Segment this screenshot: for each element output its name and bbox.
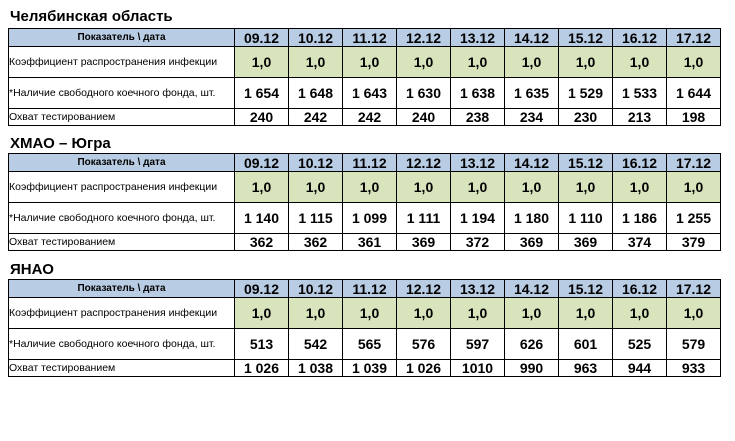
- value-cell: 361: [343, 234, 397, 251]
- value-cell: 626: [505, 329, 559, 360]
- row-label-cell: Охват тестированием: [9, 109, 235, 126]
- value-cell: 1,0: [505, 172, 559, 203]
- value-cell: 990: [505, 360, 559, 377]
- value-cell: 1 648: [289, 78, 343, 109]
- date-header-cell: 14.12: [505, 154, 559, 172]
- value-cell: 1 140: [235, 203, 289, 234]
- date-header-cell: 11.12: [343, 29, 397, 47]
- date-header-cell: 09.12: [235, 29, 289, 47]
- value-cell: 374: [613, 234, 667, 251]
- date-header-cell: 09.12: [235, 154, 289, 172]
- value-cell: 1,0: [559, 47, 613, 78]
- value-cell: 1 644: [667, 78, 721, 109]
- value-cell: 542: [289, 329, 343, 360]
- date-header-cell: 14.12: [505, 29, 559, 47]
- value-cell: 1,0: [343, 298, 397, 329]
- value-cell: 513: [235, 329, 289, 360]
- value-cell: 1 099: [343, 203, 397, 234]
- value-cell: 579: [667, 329, 721, 360]
- date-header-cell: 10.12: [289, 154, 343, 172]
- table-header-row: [9, 280, 721, 298]
- indicator-table: [8, 153, 721, 251]
- date-header-cell: 13.12: [451, 29, 505, 47]
- value-cell: 1,0: [343, 47, 397, 78]
- value-cell: 1 630: [397, 78, 451, 109]
- date-header-cell: 15.12: [559, 154, 613, 172]
- value-cell: 1,0: [559, 298, 613, 329]
- value-cell: 372: [451, 234, 505, 251]
- value-cell: 1,0: [505, 298, 559, 329]
- value-cell: 1,0: [235, 172, 289, 203]
- value-cell: 1 026: [397, 360, 451, 377]
- value-cell: 1,0: [289, 47, 343, 78]
- row-label-cell: Коэффициент распространения инфекции: [9, 298, 235, 329]
- value-cell: 597: [451, 329, 505, 360]
- value-cell: 369: [559, 234, 613, 251]
- value-cell: 1 194: [451, 203, 505, 234]
- value-cell: 1,0: [451, 47, 505, 78]
- value-cell: 213: [613, 109, 667, 126]
- value-cell: 1 038: [289, 360, 343, 377]
- value-cell: 240: [397, 109, 451, 126]
- value-cell: 576: [397, 329, 451, 360]
- date-header-cell: 17.12: [667, 154, 721, 172]
- value-cell: 1 255: [667, 203, 721, 234]
- value-cell: 565: [343, 329, 397, 360]
- row-label-cell: *Наличие свободного коечного фонда, шт.: [9, 78, 235, 109]
- date-header-cell: 11.12: [343, 280, 397, 298]
- value-cell: 198: [667, 109, 721, 126]
- value-cell: 1 039: [343, 360, 397, 377]
- value-cell: 1 180: [505, 203, 559, 234]
- date-header-cell: 17.12: [667, 29, 721, 47]
- table-row: [9, 203, 721, 234]
- value-cell: 1 654: [235, 78, 289, 109]
- value-cell: 1,0: [667, 47, 721, 78]
- date-header-cell: 15.12: [559, 280, 613, 298]
- value-cell: 240: [235, 109, 289, 126]
- header-label-cell: Показатель \ дата: [9, 29, 235, 47]
- value-cell: 1 533: [613, 78, 667, 109]
- date-header-cell: 10.12: [289, 280, 343, 298]
- value-cell: 1 635: [505, 78, 559, 109]
- date-header-cell: 12.12: [397, 154, 451, 172]
- value-cell: 601: [559, 329, 613, 360]
- date-header-cell: 16.12: [613, 154, 667, 172]
- value-cell: 1,0: [397, 172, 451, 203]
- value-cell: 1,0: [559, 172, 613, 203]
- value-cell: 242: [289, 109, 343, 126]
- region-title: ХМАО – Югра: [10, 135, 111, 152]
- value-cell: 379: [667, 234, 721, 251]
- date-header-cell: 12.12: [397, 29, 451, 47]
- table-row: [9, 234, 721, 251]
- table-row: [9, 78, 721, 109]
- table-header-row: [9, 154, 721, 172]
- value-cell: 1 186: [613, 203, 667, 234]
- row-label-cell: Коэффициент распространения инфекции: [9, 172, 235, 203]
- value-cell: 1 110: [559, 203, 613, 234]
- row-label-cell: *Наличие свободного коечного фонда, шт.: [9, 203, 235, 234]
- value-cell: 369: [505, 234, 559, 251]
- date-header-cell: 11.12: [343, 154, 397, 172]
- value-cell: 1 026: [235, 360, 289, 377]
- value-cell: 1,0: [397, 47, 451, 78]
- date-header-cell: 12.12: [397, 280, 451, 298]
- date-header-cell: 13.12: [451, 154, 505, 172]
- value-cell: 238: [451, 109, 505, 126]
- value-cell: 1 638: [451, 78, 505, 109]
- date-header-cell: 16.12: [613, 29, 667, 47]
- value-cell: 963: [559, 360, 613, 377]
- table-header-row: [9, 29, 721, 47]
- row-label-cell: *Наличие свободного коечного фонда, шт.: [9, 329, 235, 360]
- value-cell: 1,0: [667, 298, 721, 329]
- indicator-table: [8, 28, 721, 126]
- value-cell: 1,0: [235, 298, 289, 329]
- value-cell: 1010: [451, 360, 505, 377]
- value-cell: 234: [505, 109, 559, 126]
- table-row: [9, 109, 721, 126]
- region-title: Челябинская область: [10, 8, 173, 25]
- value-cell: 1 111: [397, 203, 451, 234]
- value-cell: 1,0: [289, 172, 343, 203]
- date-header-cell: 09.12: [235, 280, 289, 298]
- table-row: [9, 360, 721, 377]
- date-header-cell: 14.12: [505, 280, 559, 298]
- value-cell: 525: [613, 329, 667, 360]
- value-cell: 1,0: [451, 298, 505, 329]
- table-row: [9, 172, 721, 203]
- value-cell: 1,0: [235, 47, 289, 78]
- value-cell: 1,0: [505, 47, 559, 78]
- value-cell: 1,0: [667, 172, 721, 203]
- row-label-cell: Коэффициент распространения инфекции: [9, 47, 235, 78]
- row-label-cell: Охват тестированием: [9, 360, 235, 377]
- value-cell: 1,0: [613, 172, 667, 203]
- date-header-cell: 15.12: [559, 29, 613, 47]
- value-cell: 1 643: [343, 78, 397, 109]
- date-header-cell: 10.12: [289, 29, 343, 47]
- region-title: ЯНАО: [10, 261, 54, 278]
- table-row: [9, 298, 721, 329]
- value-cell: 1,0: [343, 172, 397, 203]
- value-cell: 242: [343, 109, 397, 126]
- date-header-cell: 13.12: [451, 280, 505, 298]
- indicator-table: [8, 279, 721, 377]
- date-header-cell: 17.12: [667, 280, 721, 298]
- row-label-cell: Охват тестированием: [9, 234, 235, 251]
- date-header-cell: 16.12: [613, 280, 667, 298]
- header-label-cell: Показатель \ дата: [9, 280, 235, 298]
- value-cell: 1,0: [397, 298, 451, 329]
- value-cell: 230: [559, 109, 613, 126]
- value-cell: 1 115: [289, 203, 343, 234]
- table-row: [9, 47, 721, 78]
- value-cell: 1,0: [451, 172, 505, 203]
- value-cell: 933: [667, 360, 721, 377]
- value-cell: 369: [397, 234, 451, 251]
- value-cell: 362: [235, 234, 289, 251]
- table-row: [9, 329, 721, 360]
- value-cell: 1 529: [559, 78, 613, 109]
- header-label-cell: Показатель \ дата: [9, 154, 235, 172]
- value-cell: 362: [289, 234, 343, 251]
- value-cell: 1,0: [289, 298, 343, 329]
- value-cell: 944: [613, 360, 667, 377]
- value-cell: 1,0: [613, 47, 667, 78]
- value-cell: 1,0: [613, 298, 667, 329]
